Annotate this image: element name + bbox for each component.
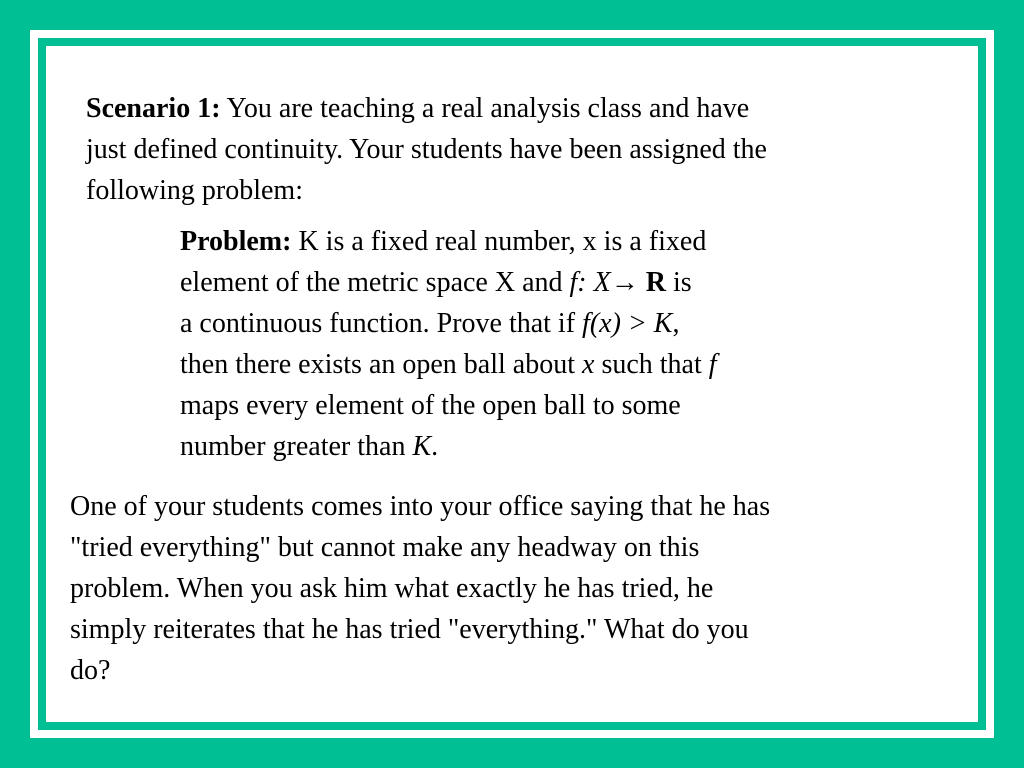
problem-line-1 bbox=[180, 221, 717, 262]
problem-line-1-rest: K is a fixed real number, x is a fixed bbox=[291, 226, 707, 257]
problem-line-6 bbox=[180, 426, 717, 467]
closing-line-3: problem. When you ask him what exactly he has tried, he bbox=[70, 573, 714, 604]
function-notation: f: X bbox=[569, 267, 611, 298]
problem-line-6-text: number greater than bbox=[180, 431, 413, 462]
problem-line-2-tail: is bbox=[665, 267, 692, 298]
problem-line-6-tail: . bbox=[431, 431, 439, 462]
scenario-heading: Scenario 1: bbox=[86, 93, 221, 124]
problem-line-3-tail: , bbox=[672, 308, 680, 339]
problem-heading: Problem: bbox=[180, 226, 292, 257]
problem-line-2-text: element of the metric space X and bbox=[180, 267, 570, 298]
problem-line-2 bbox=[180, 262, 717, 303]
scenario-line-2: just defined continuity. Your students have been assigned the bbox=[86, 134, 767, 165]
problem-line-4-middle: such that bbox=[594, 349, 709, 380]
closing-line-4: simply reiterates that he has tried "everything." What do you bbox=[70, 614, 749, 645]
closing-line-5: do? bbox=[70, 655, 111, 686]
problem-line-3 bbox=[180, 303, 717, 344]
problem-line-4 bbox=[180, 344, 717, 385]
problem-line-3-text: a continuous function. Prove that if bbox=[180, 308, 583, 339]
variable-f: f bbox=[708, 349, 717, 380]
variable-k: K bbox=[412, 431, 432, 462]
scenario-paragraph bbox=[86, 88, 767, 211]
closing-line-1: One of your students comes into your office saying that he has bbox=[70, 491, 771, 522]
scenario-line-1 bbox=[86, 88, 767, 129]
scenario-line-3: following problem: bbox=[86, 175, 303, 206]
variable-x: x bbox=[582, 349, 595, 380]
problem-block bbox=[180, 221, 717, 467]
real-numbers-symbol: R bbox=[638, 267, 666, 298]
closing-line-2: "tried everything" but cannot make any headway on this bbox=[70, 532, 700, 563]
closing-paragraph bbox=[70, 486, 770, 691]
inequality-expression: f(x) > K bbox=[582, 308, 673, 339]
problem-line-4-text: then there exists an open ball about bbox=[180, 349, 582, 380]
problem-line-5: maps every element of the open ball to some bbox=[180, 390, 681, 421]
arrow-symbol: → bbox=[610, 267, 639, 298]
scenario-line-1-rest: You are teaching a real analysis class and have bbox=[220, 93, 750, 124]
